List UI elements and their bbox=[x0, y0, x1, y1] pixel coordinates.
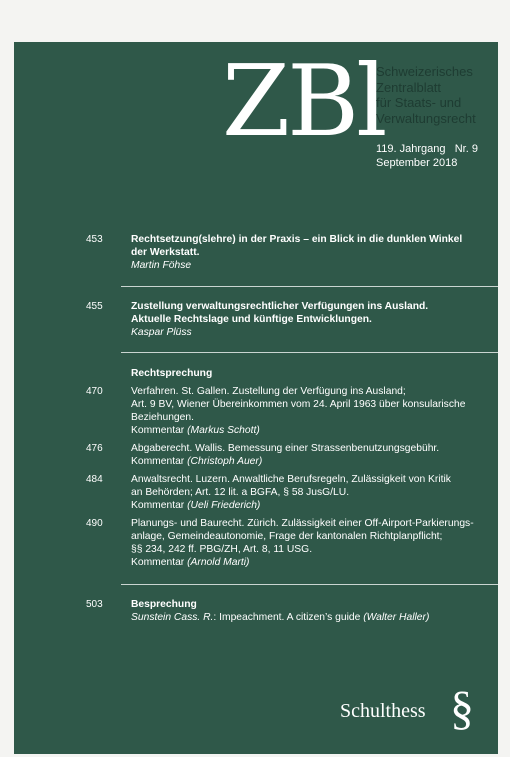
article-title-line: der Werkstatt. bbox=[131, 247, 200, 258]
volume: 119. Jahrgang bbox=[376, 143, 446, 155]
case-line: §§ 234, 242 ff. PBG/ZH, Art. 8, 11 USG. bbox=[131, 544, 313, 555]
review-title: : Impeachment. A citizen’s guide bbox=[213, 612, 364, 623]
review-body bbox=[131, 598, 496, 624]
comment-label: Kommentar bbox=[131, 425, 185, 436]
page-number: 490 bbox=[86, 518, 103, 529]
case-line: an Behörden; Art. 12 lit. a BGFA, § 58 JusG/LU. bbox=[131, 487, 350, 498]
divider bbox=[121, 352, 498, 353]
commentator: (Ueli Friederich) bbox=[187, 500, 261, 511]
comment-label: Kommentar bbox=[131, 557, 185, 568]
commentator: (Christoph Auer) bbox=[187, 456, 263, 467]
journal-title-line: Schweizerisches bbox=[376, 64, 473, 79]
divider bbox=[121, 584, 498, 585]
publisher-name: Schulthess bbox=[340, 700, 426, 722]
divider bbox=[121, 286, 498, 287]
case-line: anlage, Gemeindeautonomie, Frage der kantonalen Richtplanpflicht; bbox=[131, 531, 443, 542]
review-line bbox=[131, 611, 496, 624]
case-comment bbox=[131, 499, 496, 512]
section-heading-besprechung: Besprechung bbox=[131, 599, 197, 610]
case-line: Planungs- und Baurecht. Zürich. Zulässigkeit einer Off-Airport-Parkierungs- bbox=[131, 518, 474, 529]
page-number: 503 bbox=[86, 599, 103, 610]
commentator: (Markus Schott) bbox=[187, 425, 260, 436]
journal-title-line: für Staats- und bbox=[376, 95, 462, 110]
article-title-line: Aktuelle Rechtslage und künftige Entwicklungen. bbox=[131, 314, 372, 325]
page-number: 470 bbox=[86, 386, 103, 397]
article-body bbox=[131, 300, 496, 339]
journal-title-line: Verwaltungsrecht bbox=[376, 110, 476, 126]
case-body bbox=[131, 385, 496, 437]
comment-label: Kommentar bbox=[131, 500, 185, 511]
article-title-line: Rechtsetzung(slehre) in der Praxis – ein Blick in die dunklen Winkel bbox=[131, 234, 463, 245]
page-number: 476 bbox=[86, 443, 103, 454]
page-number: 484 bbox=[86, 474, 103, 485]
article-author: Martin Föhse bbox=[131, 260, 192, 271]
issue-number: Nr. 9 bbox=[454, 143, 478, 155]
case-comment bbox=[131, 455, 496, 468]
case-body bbox=[131, 517, 496, 569]
journal-title-line: Zentralblatt bbox=[376, 79, 442, 95]
page-number: 455 bbox=[86, 301, 103, 312]
review-author: Sunstein Cass. R. bbox=[131, 612, 214, 623]
case-line: Abgaberecht. Wallis. Bemessung einer Strassenbenutzungsgebühr. bbox=[131, 443, 440, 454]
case-comment bbox=[131, 424, 496, 437]
commentator: (Arnold Marti) bbox=[187, 557, 250, 568]
comment-label: Kommentar bbox=[131, 456, 185, 467]
case-comment bbox=[131, 556, 496, 569]
case-body bbox=[131, 473, 496, 512]
journal-title bbox=[376, 64, 506, 126]
publisher-section-sign-icon: § bbox=[450, 682, 474, 735]
reviewer: (Walter Haller) bbox=[363, 612, 430, 623]
issue-date: September 2018 bbox=[376, 157, 458, 169]
article-author: Kaspar Plüss bbox=[131, 327, 192, 338]
page-number: 453 bbox=[86, 234, 103, 245]
journal-logo: ZBl bbox=[222, 45, 385, 159]
case-body bbox=[131, 442, 496, 468]
issue-info bbox=[376, 142, 506, 170]
case-line: Anwaltsrecht. Luzern. Anwaltliche Berufsregeln, Zulässigkeit von Kritik bbox=[131, 474, 451, 485]
case-line: Art. 9 BV, Wiener Übereinkommen vom 24. April 1963 über konsularische bbox=[131, 399, 466, 410]
case-line: Beziehungen. bbox=[131, 412, 194, 423]
article-title-line: Zustellung verwaltungsrechtlicher Verfügungen ins Ausland. bbox=[131, 301, 429, 312]
case-line: Verfahren. St. Gallen. Zustellung der Verfügung ins Ausland; bbox=[131, 386, 406, 397]
section-heading-rechtsprechung: Rechtsprechung bbox=[131, 368, 213, 379]
article-body bbox=[131, 233, 496, 272]
